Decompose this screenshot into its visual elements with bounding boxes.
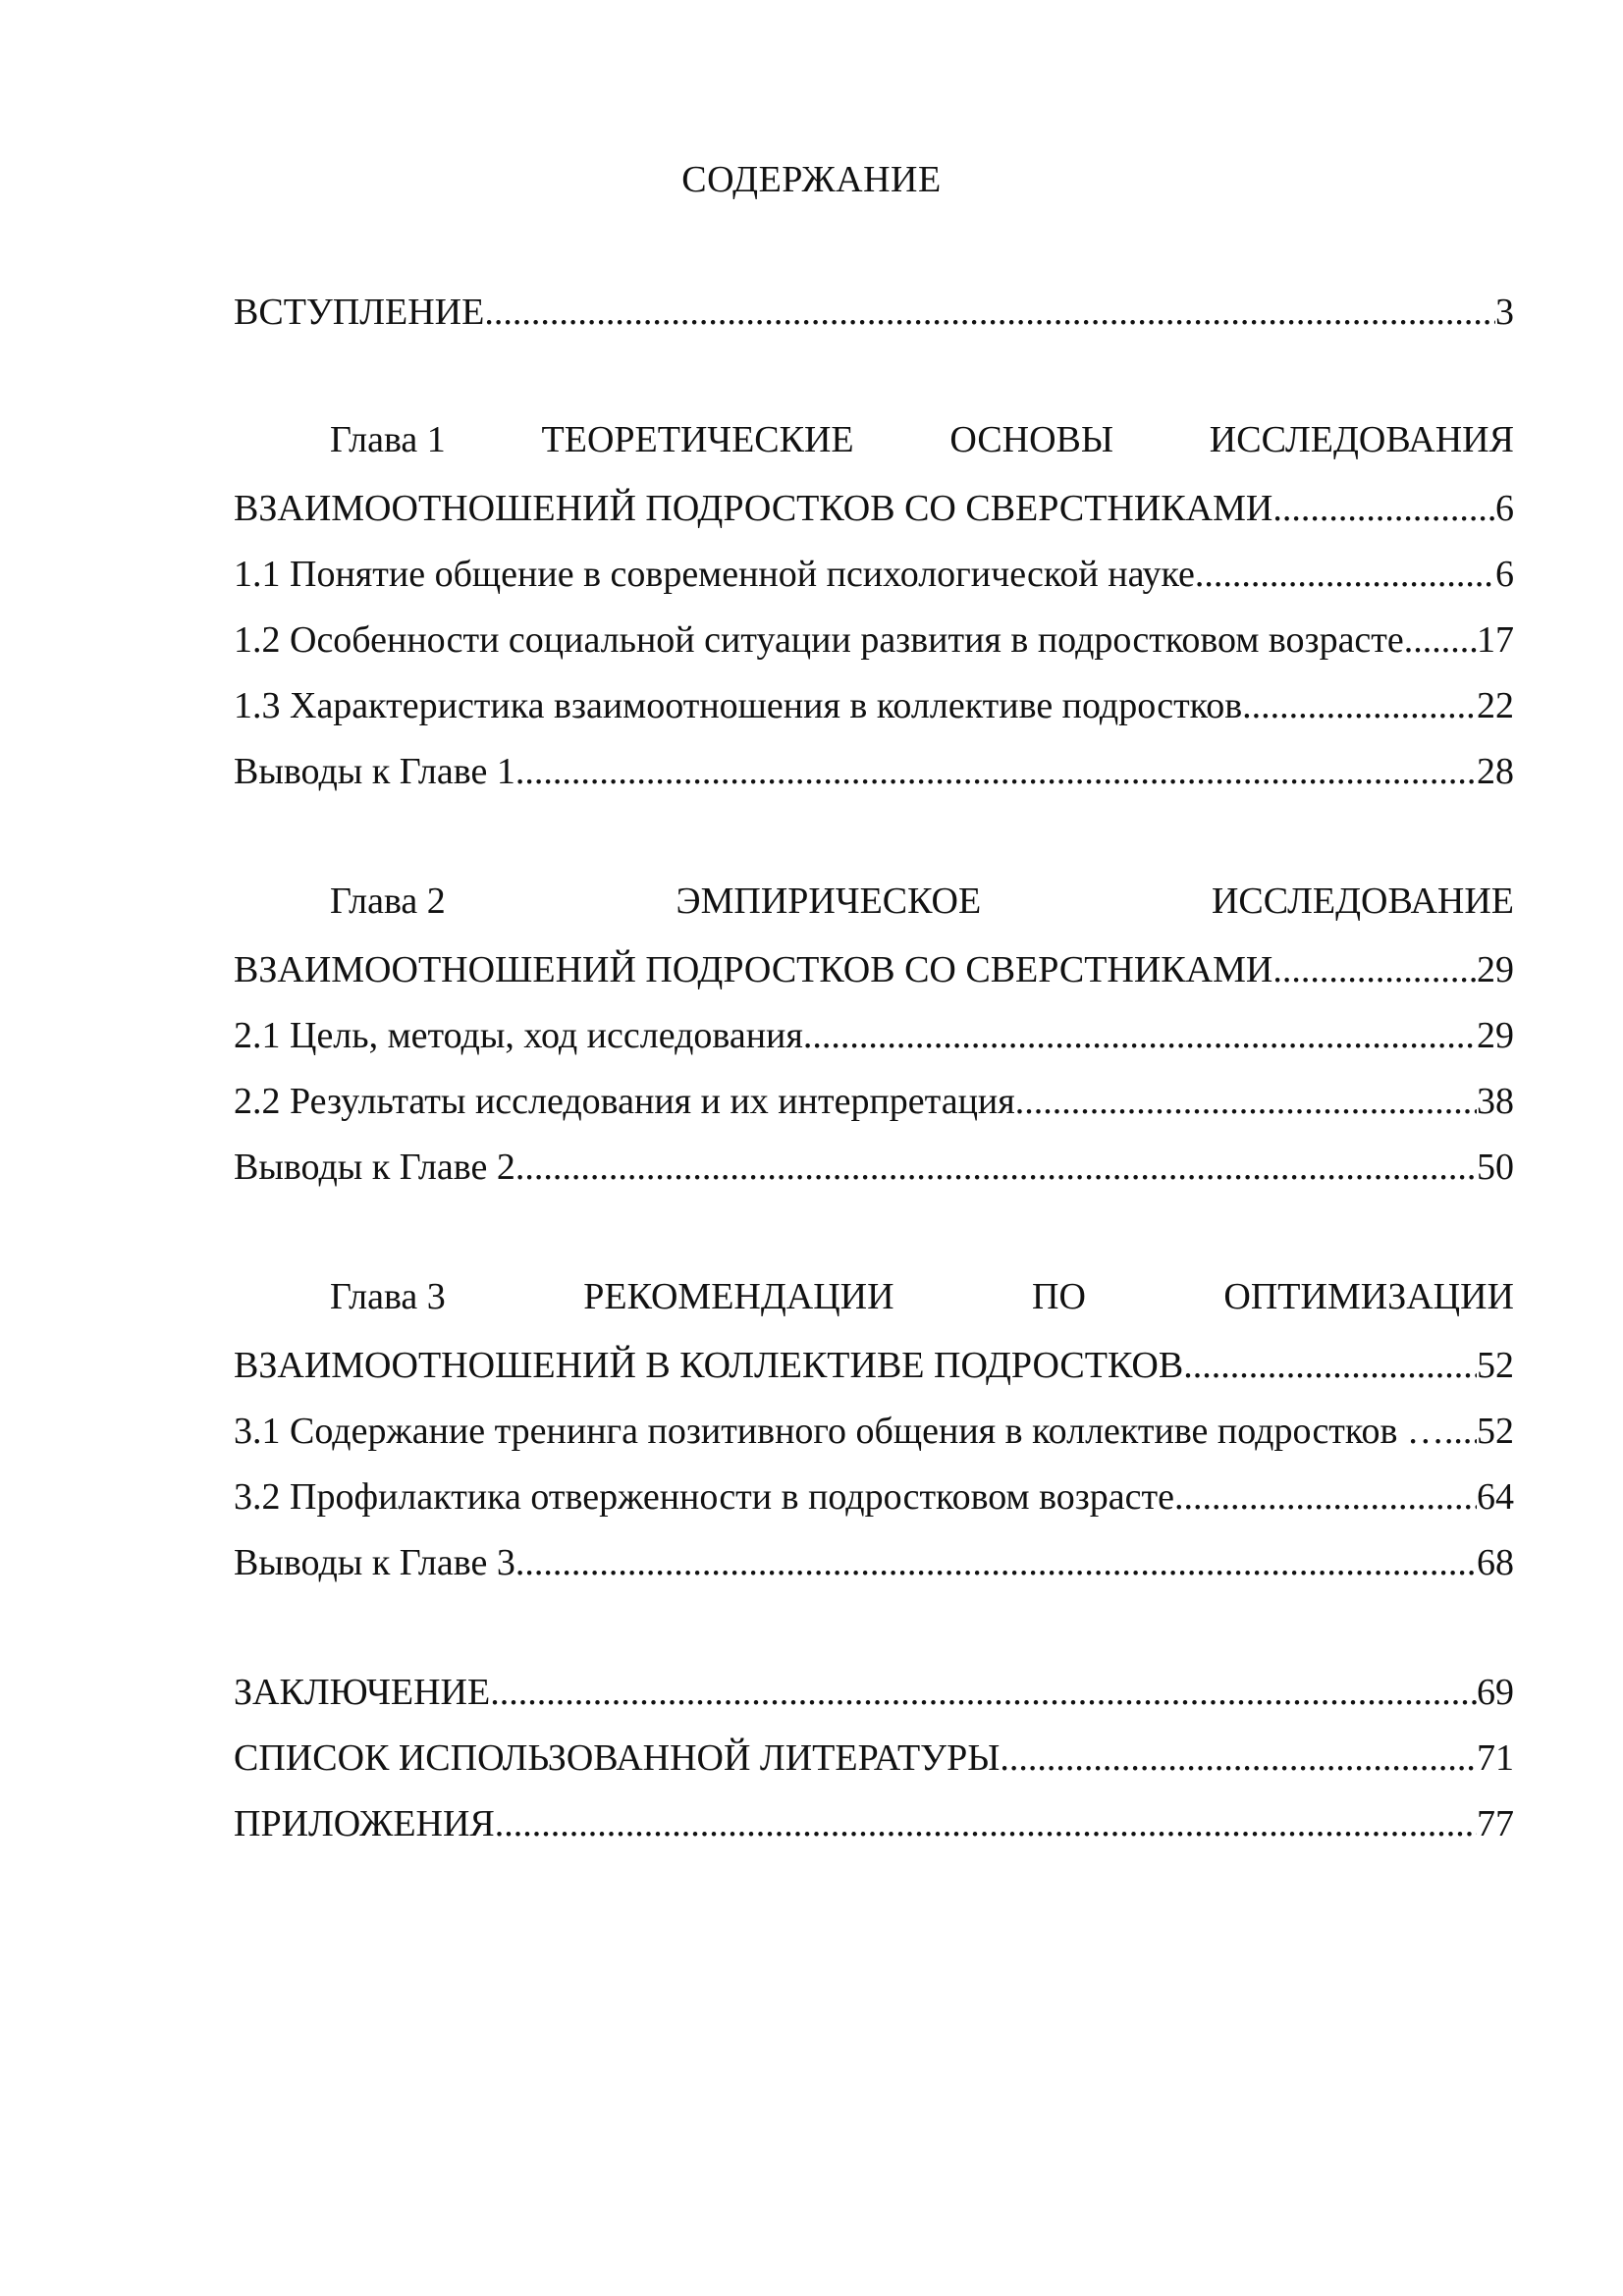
chapter-word: ПО: [1032, 1276, 1086, 1317]
toc-entry-section-3-1: [234, 1399, 1514, 1464]
toc-entry-intro: [234, 280, 1514, 345]
toc-entry-section-3-2: [234, 1465, 1514, 1529]
toc-entry-label: 2.1 Цель, методы, ход исследования: [234, 1015, 803, 1056]
toc-entry-references: [234, 1726, 1514, 1790]
toc-entry-label: 3.1 Содержание тренинга позитивного общения в коллективе подростков …: [234, 1411, 1444, 1452]
toc-entry-label: ВСТУПЛЕНИЕ: [234, 292, 485, 333]
toc-page-number: 17: [1477, 619, 1514, 661]
toc-page-number: 52: [1477, 1345, 1514, 1386]
toc-entry-label: 1.3 Характеристика взаимоотношения в коллективе подростков: [234, 685, 1243, 726]
toc-entry-label: ПРИЛОЖЕНИЯ: [234, 1803, 495, 1844]
toc-page-number: 77: [1477, 1803, 1514, 1844]
chapter-word: Глава 1: [330, 419, 446, 460]
toc-entry-section-1-2: [234, 608, 1514, 672]
toc-entry-label: 2.2 Результаты исследования и их интерпретация: [234, 1081, 1015, 1122]
toc-entry-chapter-2: [234, 937, 1514, 1002]
page-title: СОДЕРЖАНИЕ: [681, 159, 942, 200]
dot-leader: [1404, 608, 1477, 672]
toc-entry-label: ВЗАИМООТНОШЕНИЙ ПОДРОСТКОВ СО СВЕРСТНИКАМИ: [234, 488, 1273, 529]
toc-entry-appendices: [234, 1791, 1514, 1856]
toc-page-number: 28: [1477, 751, 1514, 792]
chapter-word: ИССЛЕДОВАНИЯ: [1209, 419, 1514, 460]
toc-page-number: 71: [1477, 1737, 1514, 1779]
toc-page-number: 64: [1477, 1476, 1514, 1518]
toc-entry-conclusions-2: [234, 1135, 1514, 1200]
toc-entry-conclusions-3: [234, 1530, 1514, 1595]
toc-entry-section-2-2: [234, 1069, 1514, 1134]
toc-page-number: 22: [1477, 685, 1514, 726]
toc-entry-label: ВЗАИМООТНОШЕНИЙ В КОЛЛЕКТИВЕ ПОДРОСТКОВ: [234, 1345, 1184, 1386]
toc-entry-conclusions-1: [234, 739, 1514, 804]
toc-entry-label: Выводы к Главе 2: [234, 1147, 515, 1188]
toc-page-number: 6: [1495, 488, 1514, 529]
chapter-word: РЕКОМЕНДАЦИИ: [583, 1276, 894, 1317]
dot-leader: [1174, 1465, 1477, 1529]
dot-leader: [515, 1530, 1477, 1595]
dot-leader: [484, 280, 1495, 345]
toc-entry-section-1-1: [234, 542, 1514, 607]
toc-entry-label: ЗАКЛЮЧЕНИЕ: [234, 1672, 491, 1713]
toc-entry-chapter-3: [234, 1333, 1514, 1398]
toc-entry-label: 3.2 Профилактика отверженности в подростковом возрасте: [234, 1476, 1174, 1518]
chapter-2-heading: [234, 869, 1514, 934]
toc-entry-label: ВЗАИМООТНОШЕНИЙ ПОДРОСТКОВ СО СВЕРСТНИКАМИ: [234, 949, 1273, 990]
chapter-word: Глава 3: [330, 1276, 446, 1317]
dot-leader: [1272, 937, 1477, 1002]
dot-leader: [803, 1003, 1477, 1068]
toc-entry-label: 1.1 Понятие общение в современной психологической науке: [234, 554, 1195, 595]
toc-entry-chapter-1: [234, 476, 1514, 541]
chapter-word: ИССЛЕДОВАНИЕ: [1211, 881, 1514, 922]
toc-page-number: 69: [1477, 1672, 1514, 1713]
toc-page-number: 29: [1477, 949, 1514, 990]
chapter-word: ТЕОРЕТИЧЕСКИЕ: [541, 419, 854, 460]
toc-entry-label: 1.2 Особенности социальной ситуации развития в подростковом возрасте: [234, 619, 1404, 661]
dot-leader: [1015, 1069, 1477, 1134]
toc-page-number: 52: [1477, 1411, 1514, 1452]
toc-entry-conclusion: [234, 1660, 1514, 1725]
dot-leader: [1183, 1333, 1477, 1398]
dot-leader: [515, 1135, 1477, 1200]
dot-leader: [495, 1791, 1477, 1856]
toc-entry-section-1-3: [234, 673, 1514, 738]
toc-entry-label: Выводы к Главе 1: [234, 751, 515, 792]
toc-page-number: 6: [1495, 554, 1514, 595]
chapter-word: ОСНОВЫ: [949, 419, 1114, 460]
dot-leader: [515, 739, 1477, 804]
toc-page-number: 50: [1477, 1147, 1514, 1188]
toc-page-number: 68: [1477, 1542, 1514, 1583]
toc-entry-label: СПИСОК ИСПОЛЬЗОВАННОЙ ЛИТЕРАТУРЫ: [234, 1737, 1001, 1779]
chapter-word: Глава 2: [330, 881, 446, 922]
dot-leader: [1242, 673, 1477, 738]
chapter-1-heading: [234, 407, 1514, 472]
dot-leader: [490, 1660, 1477, 1725]
dot-leader: [1000, 1726, 1477, 1790]
toc-page-number: 38: [1477, 1081, 1514, 1122]
dot-leader: [1272, 476, 1495, 541]
chapter-word: ОПТИМИЗАЦИИ: [1223, 1276, 1514, 1317]
chapter-word: ЭМПИРИЧЕСКОЕ: [676, 881, 982, 922]
dot-leader: [1444, 1399, 1477, 1464]
toc-page-number: 29: [1477, 1015, 1514, 1056]
toc-page-number: 3: [1495, 292, 1514, 333]
dot-leader: [1195, 542, 1495, 607]
chapter-3-heading: [234, 1264, 1514, 1329]
toc-entry-label: Выводы к Главе 3: [234, 1542, 515, 1583]
toc-entry-section-2-1: [234, 1003, 1514, 1068]
